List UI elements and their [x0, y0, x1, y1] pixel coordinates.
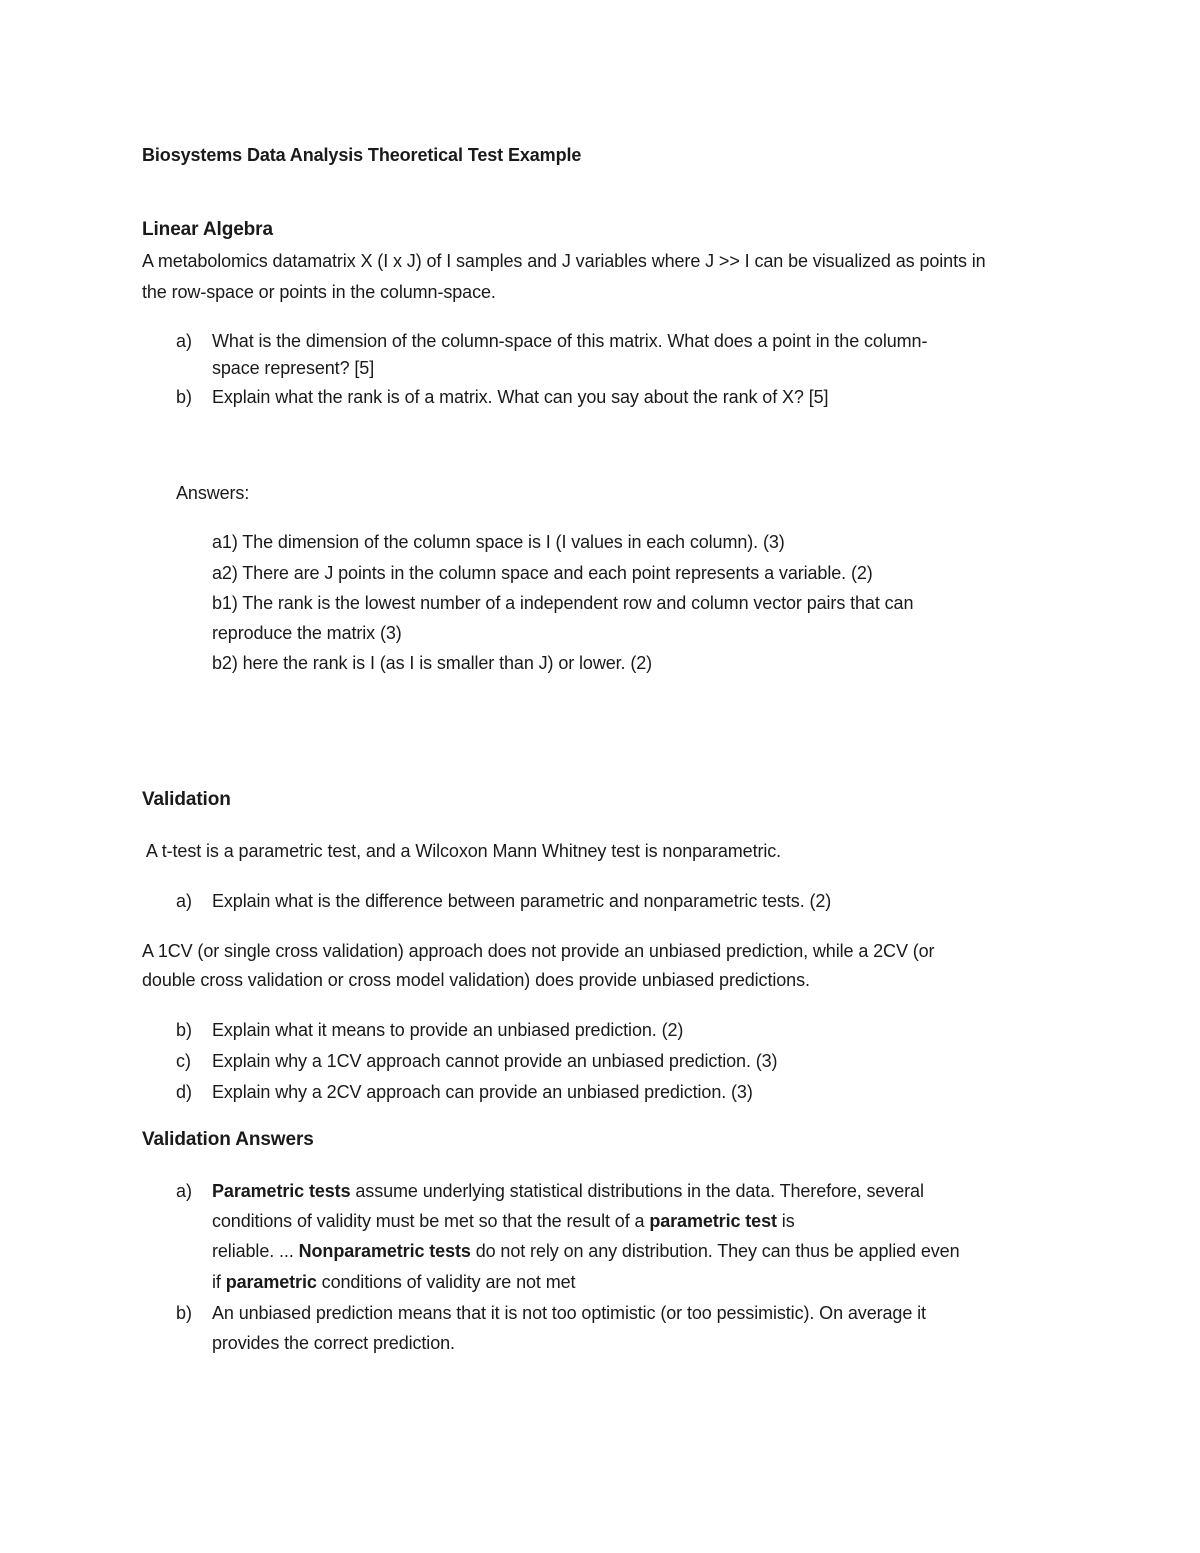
validation-intro-2-line-1: A 1CV (or single cross validation) approach does not provide an unbiased prediction, while a 2CV (or — [142, 941, 935, 961]
validation-question-a: Explain what is the difference between parametric and nonparametric tests. (2) — [212, 891, 832, 911]
linear-algebra-intro-line-2: the row-space or points in the column-space. — [142, 282, 496, 302]
answer-a2: a2) There are J points in the column space and each point represents a variable. (2) — [212, 563, 873, 583]
validation-intro-1: A t-test is a parametric test, and a Wilcoxon Mann Whitney test is nonparametric. — [142, 841, 782, 861]
page-title: Biosystems Data Analysis Theoretical Test Example — [142, 145, 582, 165]
answer-text: conditions of validity must be met so that the result of a — [212, 1211, 650, 1231]
question-a-line-1: What is the dimension of the column-space of this matrix. What does a point in the column- — [212, 331, 928, 351]
validation-answer-a-line-1 — [212, 1179, 924, 1203]
validation-answer-b-line-2: provides the correct prediction. — [212, 1333, 455, 1353]
answer-a1: a1) The dimension of the column space is I (I values in each column). (3) — [212, 532, 785, 552]
bold-term-parametric: parametric — [225, 1272, 317, 1292]
question-b-line-1: Explain what the rank is of a matrix. What can you say about the rank of X? [5] — [212, 387, 829, 407]
question-b-label: b) — [176, 387, 193, 407]
answers-heading: Answers: — [176, 483, 250, 503]
validation-question-b-label: b) — [176, 1020, 193, 1040]
validation-question-a-label: a) — [176, 891, 193, 911]
answer-text: if — [212, 1272, 226, 1292]
answer-b1-line-2: reproduce the matrix (3) — [212, 623, 402, 643]
validation-answer-b-line-1: An unbiased prediction means that it is not too optimistic (or too pessimistic). On average it — [212, 1303, 926, 1323]
section-heading-validation-answers: Validation Answers — [142, 1129, 314, 1150]
answer-b2: b2) here the rank is I (as I is smaller than J) or lower. (2) — [212, 653, 653, 673]
validation-answer-a-line-4 — [212, 1270, 575, 1294]
validation-question-c-label: c) — [176, 1051, 191, 1071]
validation-question-c: Explain why a 1CV approach cannot provide an unbiased prediction. (3) — [212, 1051, 778, 1071]
answer-text: assume underlying statistical distributions in the data. Therefore, several — [350, 1181, 924, 1201]
answer-text: reliable. ... — [212, 1241, 299, 1261]
validation-answer-a-label: a) — [176, 1181, 193, 1201]
validation-question-b: Explain what it means to provide an unbiased prediction. (2) — [212, 1020, 684, 1040]
bold-term-nonparametric-tests: Nonparametric tests — [298, 1241, 471, 1261]
bold-term-parametric-tests: Parametric tests — [212, 1181, 351, 1201]
answer-b1-line-1: b1) The rank is the lowest number of a independent row and column vector pairs that can — [212, 593, 914, 613]
validation-question-d-label: d) — [176, 1082, 193, 1102]
answer-text: conditions of validity are not met — [316, 1272, 576, 1292]
section-heading-linear-algebra: Linear Algebra — [142, 219, 273, 240]
validation-intro-2-line-2: double cross validation or cross model validation) does provide unbiased predictions. — [142, 970, 810, 990]
section-heading-validation: Validation — [142, 789, 231, 810]
question-a-label: a) — [176, 331, 193, 351]
validation-question-d: Explain why a 2CV approach can provide an unbiased prediction. (3) — [212, 1082, 753, 1102]
validation-answer-a-line-2 — [212, 1209, 795, 1233]
bold-term-parametric-test: parametric test — [649, 1211, 777, 1231]
answer-text: is — [776, 1211, 795, 1231]
validation-answer-b-label: b) — [176, 1303, 193, 1323]
validation-answer-a-line-3 — [212, 1239, 960, 1263]
question-a-line-2: space represent? [5] — [212, 358, 375, 378]
answer-text: do not rely on any distribution. They can thus be applied even — [470, 1241, 960, 1261]
linear-algebra-intro-line-1: A metabolomics datamatrix X (I x J) of I samples and J variables where J >> I can be visualized as points in — [142, 251, 986, 271]
